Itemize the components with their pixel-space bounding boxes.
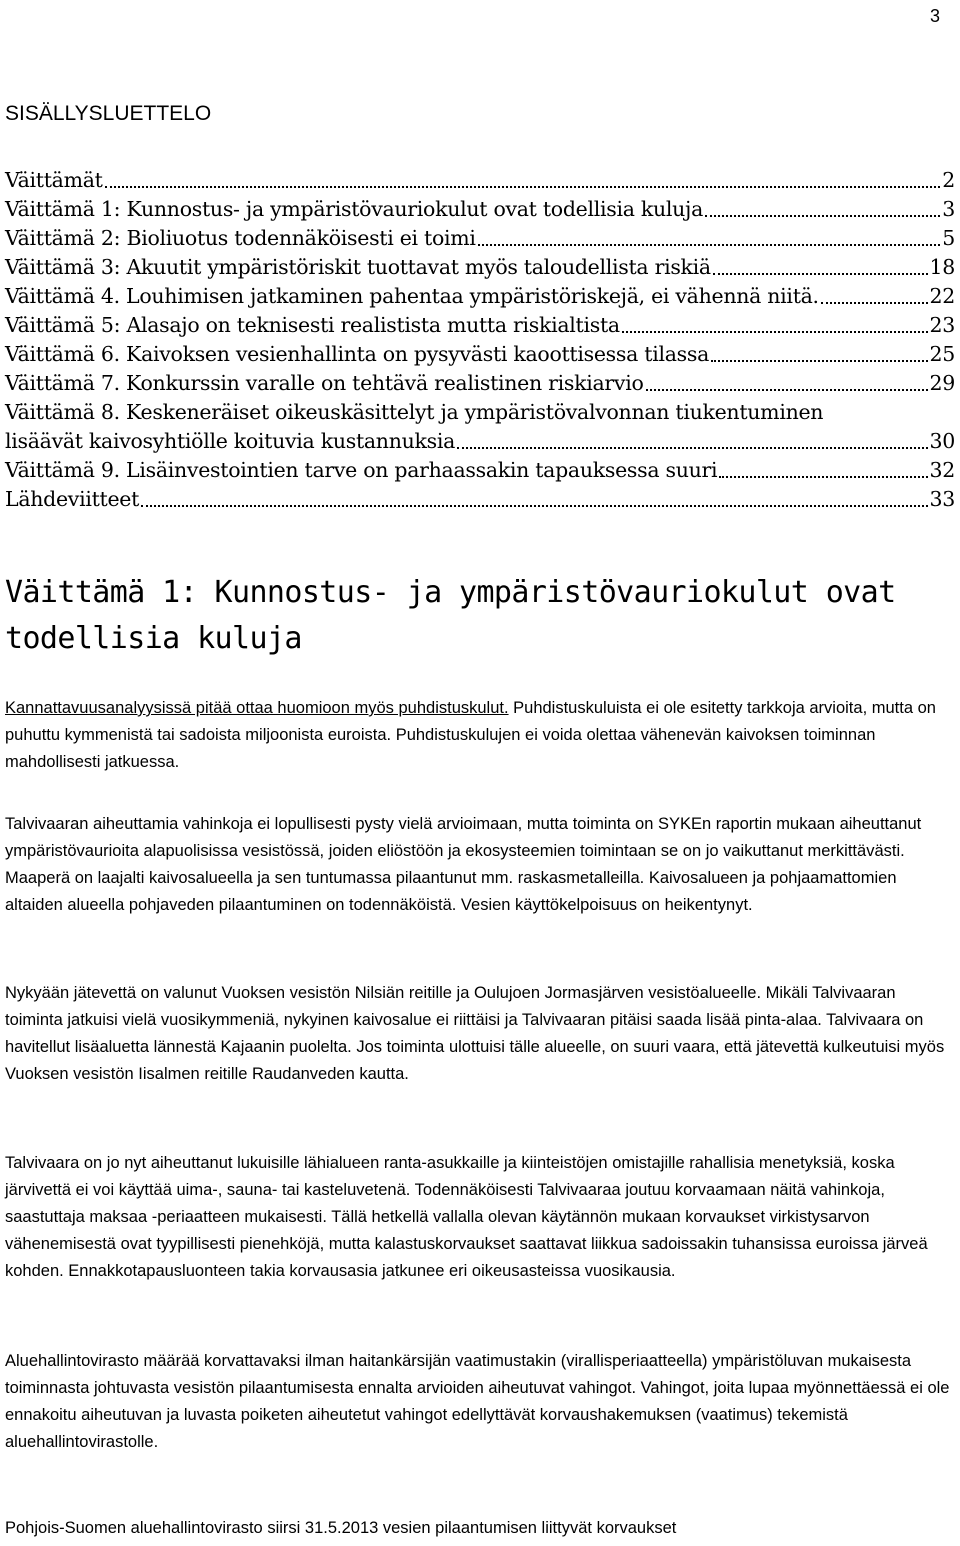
toc-heading: SISÄLLYSLUETTELO [5,102,212,125]
toc-leader [622,331,928,333]
toc-entry[interactable] [5,282,955,311]
toc-entry-page: 30 [929,429,955,453]
toc-leader [646,389,928,391]
toc-leader [457,447,927,449]
toc-entry-label: Väittämä 8. Keskeneräiset oikeuskäsittelyt ja ympäristövalvonnan tiukentuminen [5,400,824,424]
toc-entry-page: 33 [929,487,955,511]
toc-entry-page: 32 [929,458,955,482]
toc-leader [141,505,927,507]
toc-leader [821,302,928,304]
toc-leader [713,273,928,275]
toc-entry[interactable] [5,456,955,485]
toc-entry-label-continued: lisäävät kaivosyhtiölle koituvia kustannuksia [5,429,456,453]
toc-entry-label: Väittämä 5: Alasajo on teknisesti realistista mutta riskialtista [5,313,620,337]
toc-entry-label: Väittämä 7. Konkurssin varalle on tehtävä realistinen riskiarvio [5,371,644,395]
toc-leader [105,186,941,188]
paragraph-1-rest: Puhdistuskuluista ei ole esitetty tarkkoja arvioita, mutta on puhuttu kymmenistä tai sadoista miljoonista euroista. Puhdistuskulujen ei voida olettaa vähenevän kaivoksen toiminnan mahdollisesti jatkuessa. [5,699,936,771]
paragraph-3: Nykyään jätevettä on valunut Vuoksen vesistön Nilsiän reitille ja Oulujoen Jormasjärven vesistöalueelle. Mikäli Talvivaaran toiminta jatkuisi vielä vuosikymmeniä, nykyinen kaivosalue ei riittäisi ja Talvivaaran pitäisi saada lisää pinta-alaa. Talvivaara on havitellut lisäaluetta lännestä Kajaanin puolelta. Jos toiminta ulottuisi tälle alueelle, on suuri vaara, että jätevettä kulkeutuisi myös Vuoksen vesistön Iisalmen reitille Raudanveden kautta. [5,984,945,1083]
toc-entry-page: 29 [929,371,955,395]
underlined-lead-sentence: Kannattavuusanalyysissä pitää ottaa huomioon myös puhdistuskulut. [5,699,509,717]
toc-entry-page: 23 [929,313,955,337]
toc-leader [478,244,941,246]
toc-entry-label: Lähdeviitteet [5,487,140,511]
toc-entry[interactable] [5,253,955,282]
toc-entry[interactable] [5,224,955,253]
toc-entry-label: Väittämä 2: Bioliuotus todennäköisesti ei toimi [5,226,476,250]
toc-entry[interactable] [5,398,955,456]
toc-entry-page: 18 [929,255,955,279]
section-heading: Väittämä 1: Kunnostus- ja ympäristövauriokulut ovat todellisia kuluja [5,575,896,656]
toc-entry-page: 25 [929,342,955,366]
page-number: 3 [929,6,940,26]
paragraph-4: Talvivaara on jo nyt aiheuttanut lukuisille lähialueen ranta-asukkaille ja kiinteistöjen omistajille rahallisia menetyksiä, koska järvivettä ei voi käyttää uima-, sauna- tai kasteluvetenä. Todennäköisesti Talvivaaraa joutuu korvaamaan näitä vahinkoja, saastuttaja maksaa -periaatteen mukaisesti. Tällä hetkellä vallalla olevan käytännön mukaan korvaukset virkistysarvon vähenemisestä ovat tyypillisesti pienehköjä, mutta kalastuskorvaukset saattavat liikkua sadoissakin tuhansissa euroissa järveä kohden. Ennakkotapausluonteen takia korvausasia jatkunee eri oikeusasteissa vuosikausia. [5,1154,928,1280]
toc-entry-page: 22 [929,284,955,308]
paragraph-5: Aluehallintovirasto määrää korvattavaksi ilman haitankärsijän vaatimustakin (virallisperiaatteella) ympäristöluvan mukaisesta toiminnasta johtuvasta vesistön pilaantumisesta ennalta arvioiden aiheutuvat vahingot. Vahingot, joita lupaa myönnettäessä ei ole ennakoitu aiheutuvan ja luvasta poiketen aiheutetut vahingot edellyttävät korvaushakemuksen (vaatimus) tekemistä aluehallintovirastolle. [5,1352,950,1451]
toc-leader [711,360,928,362]
toc-entry[interactable] [5,195,955,224]
toc-entry[interactable] [5,340,955,369]
toc-leader [719,476,927,478]
toc-entry-label: Väittämä 9. Lisäinvestointien tarve on parhaassakin tapauksessa suuri [5,458,718,482]
toc-entry-label: Väittämät [5,168,103,192]
table-of-contents [5,166,955,514]
paragraph-1 [5,695,955,776]
toc-entry-page: 2 [942,168,955,192]
toc-entry-page: 5 [942,226,955,250]
toc-entry[interactable] [5,369,955,398]
toc-entry-label: Väittämä 4. Louhimisen jatkaminen pahentaa ympäristöriskejä, ei vähennä niitä. [5,284,819,308]
toc-entry-label: Väittämä 1: Kunnostus- ja ympäristövauriokulut ovat todellisia kuluja [5,197,704,221]
toc-entry-label: Väittämä 3: Akuutit ympäristöriskit tuottavat myös taloudellista riskiä [5,255,711,279]
toc-leader [705,215,940,217]
toc-entry-label: Väittämä 6. Kaivoksen vesienhallinta on pysyvästi kaoottisessa tilassa [5,342,709,366]
toc-entry[interactable] [5,311,955,340]
paragraph-2: Talvivaaran aiheuttamia vahinkoja ei lopullisesti pysty vielä arvioimaan, mutta toiminta on SYKEn raportin mukaan aiheuttanut ympäristövaurioita alapuolisissa vesistössä, joiden eliöstöön ja ekosysteemien toimintaan se on jo vaikuttanut merkittävästi. Maaperä on laajalti kaivosalueella ja sen tuntumassa pilaantunut mm. raskasmetalleilla. Kaivosalueen ja pohjaamattomien altaiden alueella pohjaveden pilaantuminen on todennäköistä. Vesien käyttökelpoisuus on heikentynyt. [5,815,922,914]
toc-entry-page: 3 [942,197,955,221]
footer-note: Pohjois-Suomen aluehallintovirasto siirsi 31.5.2013 vesien pilaantumisen liittyvät korvaukset [5,1519,677,1537]
toc-entry[interactable] [5,485,955,514]
toc-entry[interactable] [5,166,955,195]
